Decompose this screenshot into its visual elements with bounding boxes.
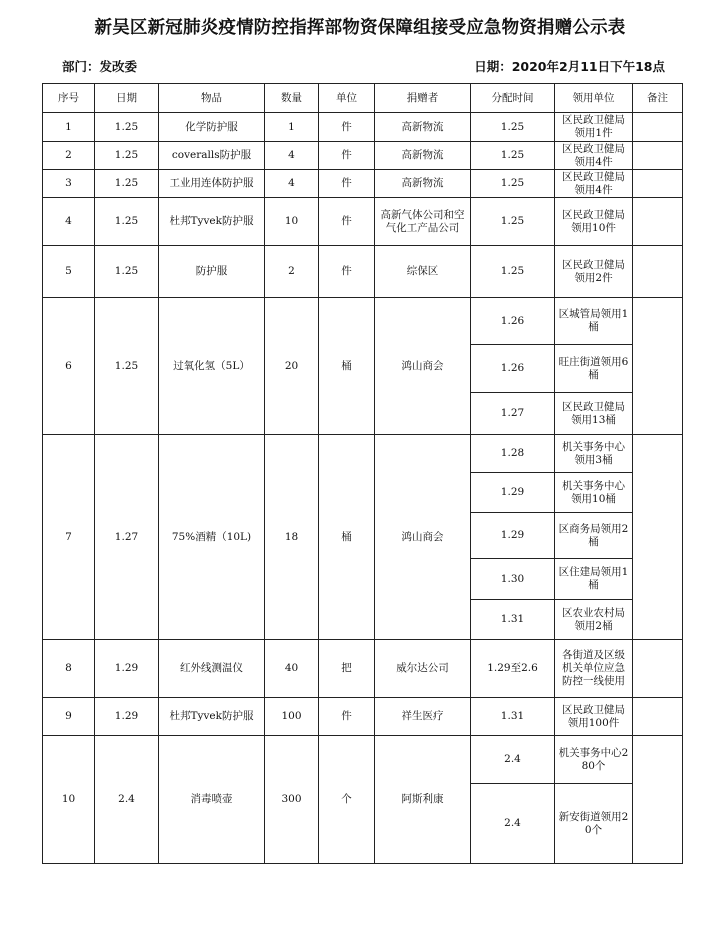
cell-recipient: 区民政卫健局领用2件	[555, 246, 633, 298]
cell-alloc-time: 1.31	[471, 600, 555, 640]
table-body	[43, 113, 683, 864]
table-row	[43, 736, 683, 784]
cell-alloc-time: 2.4	[471, 784, 555, 864]
header-remark: 备注	[633, 84, 683, 113]
table-row	[43, 298, 683, 345]
cell-qty: 4	[265, 142, 319, 170]
cell-date: 1.25	[95, 113, 159, 142]
cell-date: 1.25	[95, 198, 159, 246]
donation-table	[42, 83, 683, 864]
cell-donor: 综保区	[375, 246, 471, 298]
header-no: 序号	[43, 84, 95, 113]
table-row	[43, 435, 683, 473]
cell-qty: 100	[265, 698, 319, 736]
cell-alloc-time: 1.29	[471, 513, 555, 559]
cell-item: 过氧化氢（5L）	[159, 298, 265, 435]
cell-item: 工业用连体防护服	[159, 170, 265, 198]
cell-alloc-time: 1.26	[471, 298, 555, 345]
cell-recipient: 机关事务中心280个	[555, 736, 633, 784]
cell-item: 杜邦Tyvek防护服	[159, 198, 265, 246]
cell-no: 8	[43, 640, 95, 698]
header-donor: 捐赠者	[375, 84, 471, 113]
cell-alloc-time: 1.28	[471, 435, 555, 473]
cell-recipient: 机关事务中心领用10桶	[555, 473, 633, 513]
cell-qty: 10	[265, 198, 319, 246]
cell-alloc-time: 1.25	[471, 170, 555, 198]
cell-alloc-time: 1.27	[471, 393, 555, 435]
table-row	[43, 113, 683, 142]
cell-date: 1.25	[95, 246, 159, 298]
cell-no: 9	[43, 698, 95, 736]
cell-date: 1.25	[95, 170, 159, 198]
cell-unit: 桶	[319, 298, 375, 435]
cell-date: 1.29	[95, 640, 159, 698]
cell-recipient: 各街道及区级机关单位应急防控一线使用	[555, 640, 633, 698]
table-row	[43, 142, 683, 170]
cell-no: 7	[43, 435, 95, 640]
table-row	[43, 198, 683, 246]
table-row	[43, 640, 683, 698]
header-row	[43, 84, 683, 113]
cell-remark	[633, 142, 683, 170]
cell-remark	[633, 113, 683, 142]
cell-remark	[633, 698, 683, 736]
cell-unit: 件	[319, 198, 375, 246]
cell-alloc-time: 2.4	[471, 736, 555, 784]
cell-remark	[633, 640, 683, 698]
cell-qty: 18	[265, 435, 319, 640]
cell-item: 75%酒精（10L)	[159, 435, 265, 640]
cell-qty: 300	[265, 736, 319, 864]
cell-recipient: 旺庄街道领用6桶	[555, 345, 633, 393]
cell-recipient: 区民政卫健局领用1件	[555, 113, 633, 142]
cell-item: 杜邦Tyvek防护服	[159, 698, 265, 736]
cell-no: 1	[43, 113, 95, 142]
cell-unit: 件	[319, 698, 375, 736]
cell-date: 1.29	[95, 698, 159, 736]
cell-donor: 阿斯利康	[375, 736, 471, 864]
cell-no: 10	[43, 736, 95, 864]
cell-unit: 件	[319, 142, 375, 170]
cell-date: 1.27	[95, 435, 159, 640]
cell-recipient: 区民政卫健局领用100件	[555, 698, 633, 736]
cell-alloc-time: 1.26	[471, 345, 555, 393]
cell-remark	[633, 246, 683, 298]
cell-date: 1.25	[95, 142, 159, 170]
cell-unit: 个	[319, 736, 375, 864]
table-row	[43, 698, 683, 736]
cell-item: 化学防护服	[159, 113, 265, 142]
cell-donor: 鸿山商会	[375, 298, 471, 435]
cell-alloc-time: 1.29	[471, 473, 555, 513]
cell-alloc-time: 1.25	[471, 142, 555, 170]
department-label: 部门：发改委	[62, 59, 138, 74]
cell-alloc-time: 1.25	[471, 246, 555, 298]
cell-recipient: 区城管局领用1桶	[555, 298, 633, 345]
cell-item: 防护服	[159, 246, 265, 298]
cell-alloc-time: 1.25	[471, 198, 555, 246]
cell-qty: 20	[265, 298, 319, 435]
table-row	[43, 246, 683, 298]
cell-recipient: 区民政卫健局领用4件	[555, 142, 633, 170]
cell-recipient: 区民政卫健局领用4件	[555, 170, 633, 198]
cell-qty: 40	[265, 640, 319, 698]
date-label: 日期：2020年2月11日下午18点	[474, 59, 665, 74]
cell-donor: 鸿山商会	[375, 435, 471, 640]
cell-remark	[633, 198, 683, 246]
cell-recipient: 区住建局领用1桶	[555, 559, 633, 600]
header-alloc-time: 分配时间	[471, 84, 555, 113]
cell-remark	[633, 170, 683, 198]
cell-donor: 高新物流	[375, 170, 471, 198]
cell-donor: 威尔达公司	[375, 640, 471, 698]
cell-remark	[633, 736, 683, 864]
cell-remark	[633, 298, 683, 435]
header-item: 物品	[159, 84, 265, 113]
cell-item: 红外线测温仪	[159, 640, 265, 698]
cell-donor: 高新气体公司和空气化工产品公司	[375, 198, 471, 246]
cell-unit: 件	[319, 246, 375, 298]
cell-donor: 高新物流	[375, 113, 471, 142]
table-row	[43, 170, 683, 198]
cell-alloc-time: 1.25	[471, 113, 555, 142]
cell-no: 6	[43, 298, 95, 435]
cell-alloc-time: 1.30	[471, 559, 555, 600]
header-qty: 数量	[265, 84, 319, 113]
cell-unit: 件	[319, 113, 375, 142]
cell-no: 2	[43, 142, 95, 170]
header-recipient: 领用单位	[555, 84, 633, 113]
cell-alloc-time: 1.31	[471, 698, 555, 736]
cell-no: 5	[43, 246, 95, 298]
cell-unit: 件	[319, 170, 375, 198]
cell-unit: 把	[319, 640, 375, 698]
cell-qty: 2	[265, 246, 319, 298]
cell-no: 4	[43, 198, 95, 246]
cell-recipient: 区民政卫健局领用10件	[555, 198, 633, 246]
cell-donor: 祥生医疗	[375, 698, 471, 736]
cell-remark	[633, 435, 683, 640]
cell-item: 消毒喷壶	[159, 736, 265, 864]
cell-qty: 1	[265, 113, 319, 142]
cell-donor: 高新物流	[375, 142, 471, 170]
cell-item: coveralls防护服	[159, 142, 265, 170]
cell-no: 3	[43, 170, 95, 198]
cell-recipient: 区商务局领用2桶	[555, 513, 633, 559]
cell-date: 1.25	[95, 298, 159, 435]
cell-alloc-time: 1.29至2.6	[471, 640, 555, 698]
header-unit: 单位	[319, 84, 375, 113]
header-date: 日期	[95, 84, 159, 113]
cell-unit: 桶	[319, 435, 375, 640]
cell-qty: 4	[265, 170, 319, 198]
cell-date: 2.4	[95, 736, 159, 864]
cell-recipient: 区农业农村局领用2桶	[555, 600, 633, 640]
cell-recipient: 新安街道领用20个	[555, 784, 633, 864]
cell-recipient: 机关事务中心领用3桶	[555, 435, 633, 473]
document-title: 新吴区新冠肺炎疫情防控指挥部物资保障组接受应急物资捐赠公示表	[94, 18, 626, 38]
cell-recipient: 区民政卫健局领用13桶	[555, 393, 633, 435]
